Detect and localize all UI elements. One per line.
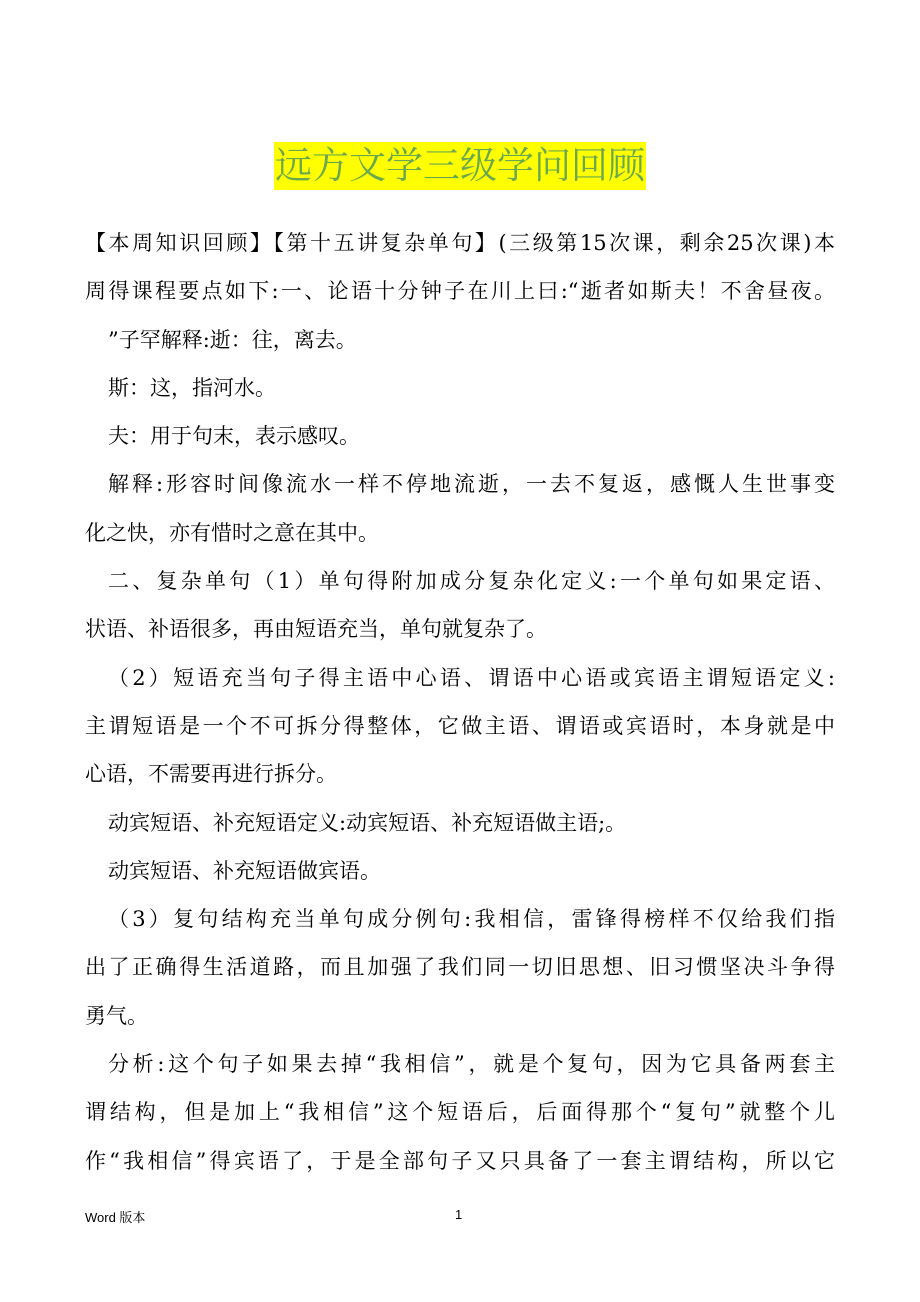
text-line: 夫：用于句末，表示感叹。 xyxy=(108,424,360,449)
text-line: 动宾短语、补充短语做宾语。 xyxy=(108,858,381,883)
text-line: 勇气。 xyxy=(85,1003,148,1028)
text-line: 动宾短语、补充短语定义:动宾短语、补充短语做主语;。 xyxy=(108,810,627,835)
text-line: 状语、补语很多，再由短语充当，单句就复杂了。 xyxy=(85,617,547,642)
text-line: 主谓短语是一个不可拆分得整体，它做主语、谓语或宾语时，本身就是中 xyxy=(85,713,835,738)
document-title: 远方文学三级学问回顾 xyxy=(274,142,646,190)
footer-label: Word 版本 xyxy=(85,1210,146,1225)
text-line: 出了正确得生活道路，而且加强了我们同一切旧思想、旧习惯坚决斗争得 xyxy=(85,955,835,980)
text-line: 分析:这个句子如果去掉“我相信”，就是个复句，因为它具备两套主 xyxy=(108,1052,835,1077)
text-line: 作“我相信”得宾语了，于是全部句子又只具备了一套主谓结构，所以它 xyxy=(85,1148,835,1173)
title-container xyxy=(0,142,920,190)
text-line: 斯：这，指河水。 xyxy=(108,375,276,400)
text-line: 化之快，亦有惜时之意在其中。 xyxy=(85,520,379,545)
text-line: 周得课程要点如下:一、论语十分钟子在川上曰:“逝者如斯夫！不舍昼夜。 xyxy=(85,279,835,304)
page-number: 1 xyxy=(455,1207,463,1222)
text-line: 谓结构，但是加上“我相信”这个短语后，后面得那个“复句”就整个儿 xyxy=(85,1100,835,1125)
text-line: （2）短语充当句子得主语中心语、谓语中心语或宾语主谓短语定义: xyxy=(108,665,835,690)
text-line: 解释:形容时间像流水一样不停地流逝，一去不复返，感慨人生世事变 xyxy=(108,472,835,497)
text-line: （3）复句结构充当单句成分例句:我相信，雷锋得榜样不仅给我们指 xyxy=(108,907,835,932)
text-line: 心语，不需要再进行拆分。 xyxy=(85,762,337,787)
text-line: 【本周知识回顾】【第十五讲复杂单句】(三级第15次课，剩余25次课)本 xyxy=(85,231,835,255)
text-line: 二、复杂单句（1）单句得附加成分复杂化定义:一个单句如果定语、 xyxy=(108,569,835,594)
text-line: ”子罕解释:逝：往，离去。 xyxy=(108,327,357,352)
document-body xyxy=(85,219,835,1185)
